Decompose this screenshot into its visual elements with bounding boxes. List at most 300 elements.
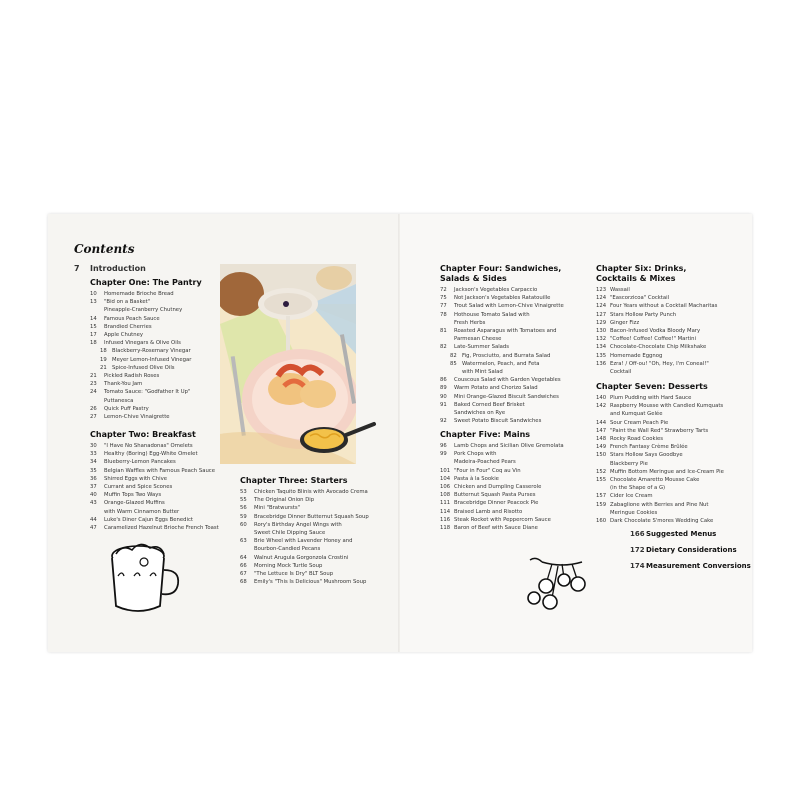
toc-entry-page: 124 bbox=[596, 303, 607, 310]
toc-entry-title: Baron of Beef with Sauce Diane bbox=[454, 525, 538, 532]
toc-entry-title: "Four in Four" Coq au Vin bbox=[454, 467, 521, 474]
toc-entry-title: Pork Chops with bbox=[454, 451, 497, 458]
toc-entry bbox=[90, 475, 219, 483]
toc-entry-page: 63 bbox=[240, 538, 247, 545]
toc-entry bbox=[440, 352, 564, 360]
toc-entry bbox=[90, 331, 191, 339]
toc-entry bbox=[440, 467, 564, 475]
toc-entry-title: Roasted Asparagus with Tomatoes and bbox=[454, 328, 557, 335]
toc-entry-title: Caramelized Hazelnut Brioche French Toast bbox=[104, 525, 219, 532]
toc-entry bbox=[440, 483, 564, 491]
toc-entry-title: Zabaglione with Berries and Pine Nut bbox=[610, 501, 709, 508]
toc-entry-page: 101 bbox=[440, 467, 451, 474]
toc-entry bbox=[440, 508, 564, 516]
toc-entry bbox=[440, 393, 564, 401]
book-spread bbox=[48, 214, 752, 652]
toc-entry bbox=[596, 368, 717, 376]
toc-entry bbox=[90, 516, 219, 524]
toc-entry-page: 34 bbox=[90, 459, 97, 466]
toc-entry bbox=[240, 513, 369, 521]
chapter-four-title bbox=[440, 264, 561, 284]
toc-entry bbox=[440, 360, 564, 368]
toc-entry bbox=[90, 499, 219, 507]
toc-entry-title: with Mint Salad bbox=[462, 369, 503, 376]
toc-entry bbox=[596, 319, 717, 327]
toc-entry-page: 86 bbox=[440, 377, 447, 384]
toc-entry bbox=[596, 410, 724, 418]
toc-entry-title: Blackberry-Rosemary Vinegar bbox=[112, 348, 191, 355]
toc-entry bbox=[440, 327, 564, 335]
right-page bbox=[400, 214, 752, 652]
toc-entry-title: Trout Salad with Lemon-Chive Vinaigrette bbox=[454, 303, 564, 310]
toc-entry bbox=[90, 364, 191, 372]
toc-entry bbox=[596, 501, 724, 509]
toc-entry bbox=[596, 419, 724, 427]
toc-entry-page: 130 bbox=[596, 328, 607, 335]
toc-entry bbox=[440, 475, 564, 483]
toc-entry-title: Homemade Eggnog bbox=[610, 352, 663, 359]
toc-entry-title: Plum Pudding with Hard Sauce bbox=[610, 395, 692, 401]
toc-entry-title: Healthy (Boring) Egg-White Omelet bbox=[104, 451, 198, 458]
toc-entry bbox=[90, 524, 219, 532]
back-matter-title: Measurement Conversions bbox=[646, 562, 751, 570]
toc-entry-page: 30 bbox=[90, 443, 97, 449]
toc-entry bbox=[596, 327, 717, 335]
toc-entry-title: Spice-Infused Olive Oils bbox=[112, 364, 175, 371]
back-matter-title: Dietary Considerations bbox=[646, 546, 737, 554]
toc-entry bbox=[440, 376, 564, 384]
toc-entry-title: Sweet Potato Biscuit Sandwiches bbox=[454, 418, 542, 425]
toc-entry bbox=[240, 521, 369, 529]
toc-entry-page: 132 bbox=[596, 336, 607, 343]
chapter-four-list bbox=[440, 286, 564, 425]
chapter-two-list bbox=[90, 442, 219, 532]
toc-entry-title: Blackberry Pie bbox=[610, 460, 648, 467]
toc-entry bbox=[440, 294, 564, 302]
toc-entry-page: 91 bbox=[440, 401, 447, 408]
toc-entry-page: 59 bbox=[240, 513, 247, 520]
toc-entry bbox=[90, 388, 191, 396]
toc-entry bbox=[440, 491, 564, 499]
toc-entry-title: Lamb Chops and Sicilian Olive Gremolata bbox=[454, 443, 564, 449]
toc-entry bbox=[596, 476, 724, 484]
toc-entry bbox=[90, 491, 219, 499]
toc-entry-title: Pineapple-Cranberry Chutney bbox=[104, 307, 183, 314]
toc-entry bbox=[440, 499, 564, 507]
toc-entry-page: 155 bbox=[596, 477, 607, 484]
chapter-three-title: Chapter Three: Starters bbox=[240, 476, 348, 485]
toc-entry-page: 150 bbox=[596, 452, 607, 459]
toc-entry-page: 124 bbox=[596, 295, 607, 302]
toc-entry-page: 36 bbox=[90, 475, 97, 482]
toc-entry bbox=[596, 435, 724, 443]
toc-entry bbox=[90, 405, 191, 413]
toc-entry-title: "Bid on a Basket" bbox=[104, 299, 151, 306]
toc-entry-page: 135 bbox=[596, 352, 607, 359]
toc-entry bbox=[240, 488, 369, 496]
toc-entry bbox=[440, 368, 564, 376]
chapter-four-title-line1: Chapter Four: Sandwiches, bbox=[440, 264, 562, 273]
toc-entry-page: 23 bbox=[90, 381, 97, 388]
toc-entry-title: Watermelon, Peach, and Feta bbox=[462, 360, 540, 367]
toc-entry-page: 85 bbox=[450, 360, 457, 367]
toc-entry-page: 18 bbox=[100, 348, 107, 355]
toc-entry bbox=[596, 517, 724, 525]
toc-entry bbox=[440, 343, 564, 351]
toc-entry-title: Bracebridge Dinner Butternut Squash Soup bbox=[254, 513, 369, 520]
back-matter-page: 166 bbox=[630, 530, 645, 538]
toc-entry-page: 77 bbox=[440, 303, 447, 310]
toc-entry-page: 15 bbox=[90, 323, 97, 330]
toc-entry-title: Currant and Spice Scones bbox=[104, 484, 173, 491]
toc-entry-page: 40 bbox=[90, 492, 97, 499]
toc-entry-page: 160 bbox=[596, 518, 607, 525]
toc-entry-title: with Warm Cinnamon Butter bbox=[104, 508, 180, 515]
toc-entry-page: 55 bbox=[240, 497, 247, 504]
toc-entry bbox=[440, 458, 564, 466]
chapter-five-list bbox=[440, 442, 564, 532]
toc-entry bbox=[596, 294, 717, 302]
toc-entry-page: 24 bbox=[90, 389, 97, 396]
toc-entry bbox=[90, 306, 191, 314]
toc-entry bbox=[596, 468, 724, 476]
toc-entry-title: Pasta à la Sookie bbox=[454, 475, 499, 482]
toc-entry-title: Luke's Diner Cajun Eggs Benedict bbox=[104, 516, 193, 523]
toc-entry bbox=[440, 302, 564, 310]
toc-entry-page: 14 bbox=[90, 315, 97, 322]
toc-entry-title: Hothouse Tomato Salad with bbox=[454, 311, 530, 318]
toc-entry-page: 136 bbox=[596, 360, 607, 367]
toc-entry-title: Bourbon-Candied Pecans bbox=[254, 546, 321, 553]
toc-entry-page: 149 bbox=[596, 444, 607, 451]
toc-entry-title: Chocolate Amaretto Mousse Cake bbox=[610, 477, 700, 484]
toc-entry bbox=[240, 537, 369, 545]
toc-entry bbox=[240, 570, 369, 578]
toc-entry bbox=[90, 356, 191, 364]
toc-entry-page: 127 bbox=[596, 311, 607, 318]
toc-entry bbox=[440, 335, 564, 343]
toc-entry bbox=[240, 529, 369, 537]
toc-entry-title: Puttanesca bbox=[104, 397, 134, 404]
chapter-seven-list bbox=[596, 394, 724, 525]
toc-entry bbox=[596, 509, 724, 517]
toc-entry-page: 81 bbox=[440, 328, 447, 335]
toc-entry bbox=[240, 496, 369, 504]
toc-entry-page: 104 bbox=[440, 475, 451, 482]
toc-entry-page: 147 bbox=[596, 427, 607, 434]
toc-entry-page: 89 bbox=[440, 385, 447, 392]
contents-title: Contents bbox=[74, 242, 135, 256]
chapter-one-title: Chapter One: The Pantry bbox=[90, 278, 202, 287]
toc-entry bbox=[440, 384, 564, 392]
toc-entry-page: 82 bbox=[450, 352, 457, 359]
toc-entry-title: Wassail bbox=[610, 287, 630, 293]
toc-entry-page: 106 bbox=[440, 484, 451, 491]
toc-entry bbox=[596, 311, 717, 319]
chapter-two-title: Chapter Two: Breakfast bbox=[90, 430, 196, 439]
skillet-illustration bbox=[298, 418, 378, 458]
toc-entry-page: 78 bbox=[440, 311, 447, 318]
toc-entry-page: 26 bbox=[90, 405, 97, 412]
toc-entry bbox=[596, 443, 724, 451]
toc-entry-title: The Original Onion Dip bbox=[254, 497, 315, 504]
toc-entry bbox=[596, 352, 717, 360]
intro-page: 7 bbox=[74, 264, 80, 273]
toc-entry-page: 111 bbox=[440, 500, 451, 507]
toc-entry-title: Muffin Bottom Meringue and Ice-Cream Pie bbox=[610, 468, 724, 475]
toc-entry-title: Chicken Taquito Blinis with Avocado Crema bbox=[254, 489, 368, 495]
toc-entry bbox=[440, 516, 564, 524]
toc-entry bbox=[440, 319, 564, 327]
toc-entry-page: 90 bbox=[440, 393, 447, 400]
toc-entry-title: "Coffee! Coffee! Coffee!" Martini bbox=[610, 336, 696, 343]
toc-entry-title: Thank-You Jam bbox=[104, 381, 143, 388]
toc-entry-page: 116 bbox=[440, 516, 451, 523]
toc-entry-title: Rory's Birthday Angel Wings with bbox=[254, 521, 342, 528]
toc-entry-title: Brandied Cherries bbox=[104, 323, 152, 330]
toc-entry-title: Steak Rocket with Peppercorn Sauce bbox=[454, 516, 551, 523]
toc-entry-page: 53 bbox=[240, 489, 247, 495]
toc-entry bbox=[90, 339, 191, 347]
chapter-four-title-line2: Salads & Sides bbox=[440, 274, 507, 283]
chapter-six-title-line2: Cocktails & Mixes bbox=[596, 274, 676, 283]
toc-entry-page: 27 bbox=[90, 414, 97, 421]
tomato-vine-illustration bbox=[522, 554, 592, 614]
toc-entry bbox=[90, 508, 219, 516]
toc-entry-title: Braised Lamb and Risotto bbox=[454, 508, 523, 515]
toc-entry bbox=[596, 394, 724, 402]
toc-entry-title: Stars Hollow Says Goodbye bbox=[610, 452, 683, 459]
toc-entry-title: Meyer Lemon-Infused Vinegar bbox=[112, 356, 192, 363]
toc-entry-title: Sweet Chile Dipping Sauce bbox=[254, 530, 326, 537]
toc-entry-title: Mini "Bratwursts" bbox=[254, 505, 301, 512]
chapter-six-title bbox=[596, 264, 686, 284]
toc-entry-title: Cocktail bbox=[610, 369, 632, 376]
toc-entry-page: 43 bbox=[90, 500, 97, 507]
toc-entry-page: 19 bbox=[100, 356, 107, 363]
toc-entry-title: Stars Hollow Party Punch bbox=[610, 311, 677, 318]
toc-entry-title: Late-Summer Salads bbox=[454, 344, 510, 351]
toc-entry bbox=[440, 524, 564, 532]
chapter-six-title-line1: Chapter Six: Drinks, bbox=[596, 264, 687, 273]
toc-entry-page: 68 bbox=[240, 579, 247, 586]
toc-entry-page: 17 bbox=[90, 332, 97, 339]
toc-entry-title: Not Jackson's Vegetables Ratatouille bbox=[454, 295, 551, 302]
toc-entry-title: Emily's "This Is Delicious" Mushroom Soup bbox=[254, 579, 367, 586]
toc-entry bbox=[90, 450, 219, 458]
toc-entry-title: Fresh Herbs bbox=[454, 319, 486, 326]
back-matter-entry-2 bbox=[630, 546, 737, 554]
toc-entry-page: 159 bbox=[596, 501, 607, 508]
toc-entry-page: 99 bbox=[440, 451, 447, 458]
toc-entry-title: Homemade Brioche Bread bbox=[104, 291, 174, 297]
back-matter-page: 172 bbox=[630, 546, 645, 554]
toc-entry bbox=[596, 460, 724, 468]
toc-entry-title: Muffin Tops Two Ways bbox=[104, 492, 162, 499]
toc-entry-title: Baked Corned Beef Brisket bbox=[454, 401, 525, 408]
toc-entry bbox=[90, 298, 191, 306]
toc-entry-title: Infused Vinegars & Olive Oils bbox=[104, 340, 181, 347]
toc-entry bbox=[440, 417, 564, 425]
toc-entry-title: Couscous Salad with Garden Vegetables bbox=[454, 377, 561, 384]
toc-entry bbox=[440, 286, 564, 294]
toc-entry-title: French Fantasy Crème Brûlée bbox=[610, 444, 688, 451]
back-matter-entry-3 bbox=[630, 562, 751, 570]
mug-illustration bbox=[104, 536, 184, 626]
toc-entry-page: 148 bbox=[596, 436, 607, 443]
chapter-one-list bbox=[90, 290, 191, 421]
toc-entry-page: 82 bbox=[440, 344, 447, 351]
toc-entry bbox=[596, 484, 724, 492]
toc-entry-page: 134 bbox=[596, 344, 607, 351]
toc-entry-page: 92 bbox=[440, 418, 447, 425]
left-page bbox=[48, 214, 400, 652]
toc-entry bbox=[440, 409, 564, 417]
toc-entry-page: 144 bbox=[596, 419, 607, 426]
toc-entry-title: Bacon-Infused Vodka Bloody Mary bbox=[610, 328, 701, 335]
toc-entry-title: Famous Peach Sauce bbox=[104, 315, 160, 322]
toc-entry bbox=[240, 578, 369, 586]
toc-entry bbox=[596, 427, 724, 435]
toc-entry bbox=[90, 372, 191, 380]
toc-entry bbox=[596, 402, 724, 410]
toc-entry bbox=[596, 343, 717, 351]
toc-entry-page: 33 bbox=[90, 451, 97, 458]
toc-entry bbox=[90, 467, 219, 475]
toc-entry-page: 21 bbox=[90, 373, 97, 380]
toc-entry bbox=[596, 335, 717, 343]
intro-entry bbox=[74, 264, 146, 273]
toc-entry bbox=[440, 450, 564, 458]
toc-entry-page: 140 bbox=[596, 395, 607, 401]
toc-entry-page: 96 bbox=[440, 443, 447, 449]
toc-entry-title: Apple Chutney bbox=[104, 332, 144, 339]
toc-entry bbox=[90, 442, 219, 450]
toc-entry-title: Walnut Arugula Gorgonzola Crostini bbox=[254, 554, 349, 561]
intro-title: Introduction bbox=[90, 264, 146, 273]
toc-entry bbox=[90, 397, 191, 405]
chapter-five-title: Chapter Five: Mains bbox=[440, 430, 531, 439]
toc-entry-page: 35 bbox=[90, 467, 97, 474]
toc-entry-page: 152 bbox=[596, 468, 607, 475]
toc-entry-page: 56 bbox=[240, 505, 247, 512]
toc-entry-title: Lemon-Chive Vinaigrette bbox=[104, 414, 170, 421]
toc-entry-title: "Paint the Wall Red" Strawberry Tarts bbox=[610, 427, 709, 434]
toc-entry-title: Mini Orange-Glazed Biscuit Sandwiches bbox=[454, 393, 559, 400]
toc-entry-page: 157 bbox=[596, 493, 607, 500]
toc-entry-page: 47 bbox=[90, 525, 97, 532]
toc-entry bbox=[240, 562, 369, 570]
toc-entry bbox=[596, 286, 717, 294]
toc-entry-page: 118 bbox=[440, 525, 451, 532]
back-matter-entry-1 bbox=[630, 530, 716, 538]
toc-entry bbox=[90, 458, 219, 466]
toc-entry-title: Rocky Road Cookies bbox=[610, 436, 664, 443]
toc-entry-title: Pickled Radish Roses bbox=[104, 373, 160, 380]
toc-entry-title: "I Have No Shanadonas" Omelets bbox=[104, 443, 193, 449]
toc-entry bbox=[90, 347, 191, 355]
toc-entry-page: 66 bbox=[240, 562, 247, 569]
toc-entry bbox=[90, 483, 219, 491]
toc-entry-title: Madeira-Poached Pears bbox=[454, 459, 516, 466]
toc-entry bbox=[90, 380, 191, 388]
toc-entry-title: Brie Wheel with Lavender Honey and bbox=[254, 538, 353, 545]
back-matter-title: Suggested Menus bbox=[646, 530, 717, 538]
toc-entry-title: Sandwiches on Rye bbox=[454, 410, 506, 417]
toc-entry-page: 21 bbox=[100, 364, 107, 371]
toc-entry-title: Butternut Squash Pasta Purses bbox=[454, 492, 536, 499]
toc-entry-title: Chocolate-Chocolate Chip Milkshake bbox=[610, 344, 707, 351]
toc-entry-title: Morning Mock Turtle Soup bbox=[254, 562, 323, 569]
toc-entry-page: 64 bbox=[240, 554, 247, 561]
toc-entry-title: Tomato Sauce: "Godfather It Up" bbox=[104, 389, 191, 396]
chapter-seven-title: Chapter Seven: Desserts bbox=[596, 382, 708, 391]
toc-entry-title: Chicken and Dumpling Casserole bbox=[454, 484, 542, 491]
toc-entry-title: Sour Cream Peach Pie bbox=[610, 419, 669, 426]
toc-entry bbox=[90, 413, 191, 421]
toc-entry-title: Ezra! / Off-ou! "Oh, Hey, I'm Coneal!" bbox=[610, 360, 709, 367]
toc-entry-title: Raspberry Mousse with Candied Kumquats bbox=[610, 403, 724, 410]
toc-entry-title: Orange-Glazed Muffins bbox=[104, 500, 165, 507]
toc-entry-page: 67 bbox=[240, 571, 247, 578]
toc-entry-page: 142 bbox=[596, 403, 607, 410]
toc-entry-title: and Kumquat Gelée bbox=[610, 411, 663, 418]
toc-entry-page: 44 bbox=[90, 516, 97, 523]
toc-entry bbox=[596, 302, 717, 310]
toc-entry-page: 72 bbox=[440, 287, 447, 293]
toc-entry-title: Blueberry-Lemon Pancakes bbox=[104, 459, 176, 466]
toc-entry-page: 114 bbox=[440, 508, 451, 515]
chapter-six-list bbox=[596, 286, 717, 376]
toc-entry bbox=[90, 323, 191, 331]
chapter-three-list bbox=[240, 488, 369, 586]
toc-entry-title: Jackson's Vegetables Carpaccio bbox=[454, 287, 538, 293]
toc-entry-title: "The Lettuce Is Dry" BLT Soup bbox=[254, 571, 334, 578]
toc-entry-title: Four Years without a Cocktail Macharitas bbox=[610, 303, 718, 310]
toc-entry-title: Belgian Waffles with Famous Peach Sauce bbox=[104, 467, 215, 474]
toc-entry-page: 123 bbox=[596, 287, 607, 293]
toc-entry-page: 10 bbox=[90, 291, 97, 297]
toc-entry bbox=[240, 554, 369, 562]
toc-entry-title: Dark Chocolate S'mores Wedding Cake bbox=[610, 518, 714, 525]
toc-entry-title: Warm Potato and Chorizo Salad bbox=[454, 385, 538, 392]
toc-entry-title: Meringue Cookies bbox=[610, 509, 658, 516]
toc-entry bbox=[240, 545, 369, 553]
toc-entry-page: 108 bbox=[440, 492, 451, 499]
toc-entry-title: (in the Shape of a G) bbox=[610, 485, 666, 492]
toc-entry bbox=[440, 442, 564, 450]
toc-entry-page: 18 bbox=[90, 340, 97, 347]
toc-entry-page: 13 bbox=[90, 299, 97, 306]
toc-entry-page: 37 bbox=[90, 484, 97, 491]
toc-entry-title: Bracebridge Dinner Peacock Pie bbox=[454, 500, 539, 507]
toc-entry bbox=[596, 451, 724, 459]
toc-entry bbox=[440, 401, 564, 409]
toc-entry-page: 129 bbox=[596, 319, 607, 326]
toc-entry-title: Shirred Eggs with Chive bbox=[104, 475, 167, 482]
toc-entry-title: Cider Ice Cream bbox=[610, 493, 653, 500]
back-matter-page: 174 bbox=[630, 562, 645, 570]
toc-entry bbox=[240, 504, 369, 512]
toc-entry bbox=[90, 290, 191, 298]
toc-entry-title: Fig, Prosciutto, and Burrata Salad bbox=[462, 352, 551, 359]
toc-entry-page: 60 bbox=[240, 521, 247, 528]
toc-entry-title: Quick Puff Pastry bbox=[104, 405, 149, 412]
toc-entry bbox=[90, 315, 191, 323]
toc-entry-title: "Eascorzicoa" Cocktail bbox=[610, 295, 670, 302]
toc-entry bbox=[440, 311, 564, 319]
toc-entry-page: 75 bbox=[440, 295, 447, 302]
